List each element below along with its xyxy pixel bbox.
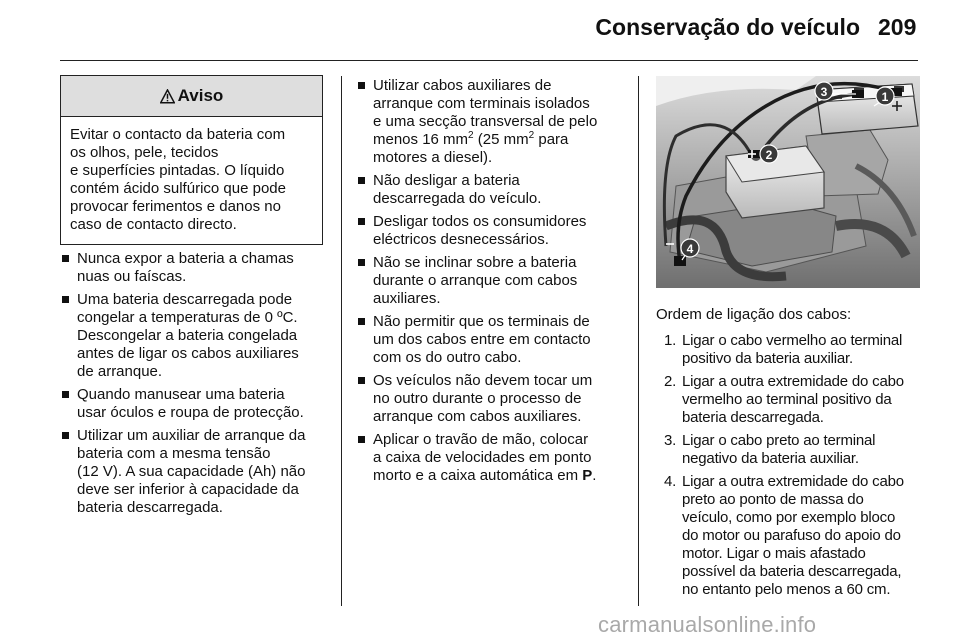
list-item-line: bateria com a mesma tensão — [77, 445, 271, 462]
list-item-line: deve ser inferior à capacidade da — [77, 481, 299, 498]
list-item-line: de arranque. — [77, 363, 163, 380]
warning-box — [60, 75, 323, 245]
list-item-line: Descongelar a bateria congelada — [77, 327, 298, 344]
list-item-line: no outro durante o processo de — [373, 390, 582, 407]
text-fragment: morto e a caixa automática em — [373, 467, 583, 484]
list-item-line: do motor ou parafuso do apoio do — [682, 527, 901, 544]
svg-text:4: 4 — [686, 242, 694, 256]
callout-4 — [681, 239, 699, 257]
list-item-line: (12 V). A sua capacidade (Ah) não — [77, 463, 306, 480]
bullet-square-icon — [358, 218, 365, 225]
step-number: 4. — [664, 473, 677, 490]
list-item-line: Utilizar cabos auxiliares de — [373, 77, 552, 94]
list-item-line: bateria descarregada. — [682, 409, 824, 426]
superscript: 2 — [528, 130, 535, 141]
left-bullet-list — [60, 250, 330, 522]
svg-text:1: 1 — [881, 90, 889, 104]
list-item — [356, 172, 631, 208]
list-item-line: motor. Ligar o mais afastado — [682, 545, 866, 562]
text-fragment: . — [592, 467, 597, 484]
bullet-square-icon — [358, 377, 365, 384]
bullet-square-icon — [358, 436, 365, 443]
list-item-line: no entanto pelo menos a 60 cm. — [682, 581, 891, 598]
gear-position-p: P — [582, 467, 593, 484]
list-item-line — [373, 131, 631, 149]
list-item — [356, 431, 631, 485]
middle-bullet-list — [356, 77, 631, 490]
bullet-square-icon — [358, 318, 365, 325]
list-item-line: e uma secção transversal de pelo — [373, 113, 598, 130]
bullet-square-icon — [358, 259, 365, 266]
warning-line: contém ácido sulfúrico que pode — [70, 180, 286, 197]
list-item — [656, 473, 922, 599]
list-item — [656, 432, 922, 468]
jump-start-illustration — [656, 76, 920, 288]
page-header-title: Conservação do veículo — [595, 14, 860, 40]
list-item-line: Uma bateria descarregada pode — [77, 291, 293, 308]
callout-3 — [815, 82, 833, 100]
engine-bay-drawing — [656, 76, 920, 288]
list-item-line: motores a diesel). — [373, 149, 493, 166]
list-item-line: positivo da bateria auxiliar. — [682, 350, 853, 367]
connection-steps-list — [656, 332, 922, 604]
step-number: 2. — [664, 373, 677, 390]
list-item-line: nuas ou faíscas. — [77, 268, 187, 285]
list-item-line: Os veículos não devem tocar um — [373, 372, 593, 389]
list-item-line: Desligar todos os consumidores — [373, 213, 587, 230]
list-item-line: descarregada do veículo. — [373, 190, 542, 207]
bullet-square-icon — [358, 177, 365, 184]
list-item-line: Aplicar o travão de mão, colocar — [373, 431, 589, 448]
list-item-line: bateria descarregada. — [77, 499, 223, 516]
list-item-line: possível da bateria descarregada, — [682, 563, 902, 580]
step-number: 1. — [664, 332, 677, 349]
list-item-line: Ligar a outra extremidade do cabo — [682, 473, 904, 490]
watermark-link[interactable]: carmanualsonline.info — [598, 612, 817, 637]
list-item-line: um dos cabos entre em contacto — [373, 331, 591, 348]
list-item-line: veículo, como por exemplo bloco — [682, 509, 896, 526]
list-item-line: auxiliares. — [373, 290, 441, 307]
list-item-line: Ligar a outra extremidade do cabo — [682, 373, 904, 390]
warning-line: os olhos, pele, tecidos — [70, 144, 219, 161]
bullet-square-icon — [62, 296, 69, 303]
list-item — [656, 373, 922, 427]
list-item-line: preto ao ponto de massa do — [682, 491, 864, 508]
text-fragment: (25 mm — [473, 131, 529, 148]
bullet-square-icon — [358, 82, 365, 89]
list-item-line: Nunca expor a bateria a chamas — [77, 250, 294, 267]
callout-1 — [876, 87, 894, 105]
warning-triangle-icon — [160, 89, 175, 104]
list-item-line: Ligar o cabo vermelho ao terminal — [682, 332, 903, 349]
bullet-square-icon — [62, 255, 69, 262]
list-item-line: arranque com terminais isolados — [373, 95, 590, 112]
list-item-line: vermelho ao terminal positivo da — [682, 391, 892, 408]
warning-line: e superfícies pintadas. O líquido — [70, 162, 285, 179]
bullet-square-icon — [62, 391, 69, 398]
list-item-line: a caixa de velocidades em ponto — [373, 449, 592, 466]
list-item-line — [373, 467, 631, 485]
list-item-line: Utilizar um auxiliar de arranque da — [77, 427, 306, 444]
page-number: 209 — [878, 14, 917, 40]
warning-header — [61, 76, 322, 117]
list-item — [356, 77, 631, 167]
warning-line: Evitar o contacto da bateria com — [70, 126, 286, 143]
list-item — [656, 332, 922, 368]
list-item — [356, 313, 631, 367]
list-item-line: Quando manusear uma bateria — [77, 386, 285, 403]
list-item — [60, 291, 330, 381]
list-item-line: eléctricos desnecessários. — [373, 231, 549, 248]
list-item-line: Não se inclinar sobre a bateria — [373, 254, 577, 271]
list-item — [60, 427, 330, 517]
step-number: 3. — [664, 432, 677, 449]
list-item-line: usar óculos e roupa de protecção. — [77, 404, 304, 421]
list-item-line: com os do outro cabo. — [373, 349, 522, 366]
column-divider-1 — [341, 76, 342, 606]
steps-intro: Ordem de ligação dos cabos: — [656, 306, 852, 323]
list-item-line: antes de ligar os cabos auxiliares — [77, 345, 299, 362]
superscript: 2 — [468, 130, 474, 141]
list-item — [356, 372, 631, 426]
column-divider-2 — [638, 76, 639, 606]
list-item-line: arranque com cabos auxiliares. — [373, 408, 582, 425]
text-fragment: menos 16 mm — [373, 131, 469, 148]
callout-2 — [760, 145, 778, 163]
list-item — [356, 213, 631, 249]
list-item-line: negativo da bateria auxiliar. — [682, 450, 859, 467]
warning-line: provocar ferimentos e danos no — [70, 198, 281, 215]
list-item-line: Não permitir que os terminais de — [373, 313, 590, 330]
list-item — [60, 250, 330, 286]
svg-text:3: 3 — [820, 85, 828, 99]
list-item-line: durante o arranque com cabos — [373, 272, 578, 289]
list-item-line: congelar a temperaturas de 0 ºC. — [77, 309, 298, 326]
header-rule — [60, 60, 918, 61]
warning-line: caso de contacto directo. — [70, 216, 237, 233]
bullet-square-icon — [62, 432, 69, 439]
list-item-line: Ligar o cabo preto ao terminal — [682, 432, 876, 449]
svg-text:2: 2 — [765, 148, 773, 162]
text-fragment: para — [534, 131, 569, 148]
warning-title: Aviso — [177, 86, 224, 105]
list-item — [60, 386, 330, 422]
list-item-line: Não desligar a bateria — [373, 172, 520, 189]
warning-text — [61, 117, 322, 244]
list-item — [356, 254, 631, 308]
